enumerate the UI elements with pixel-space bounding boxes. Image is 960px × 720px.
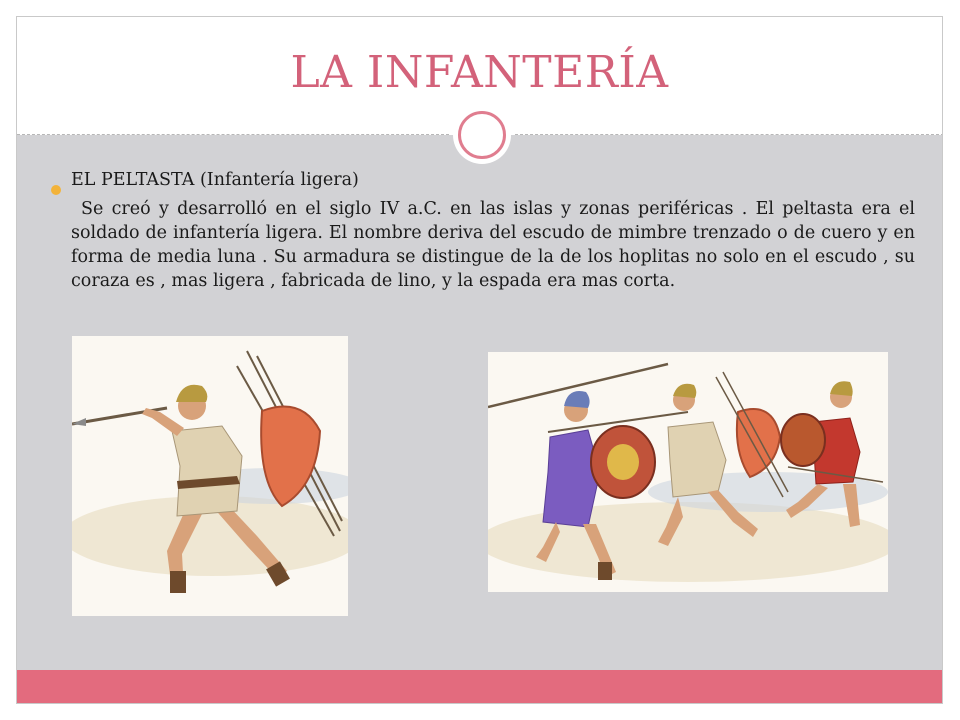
title-divider-left	[17, 134, 449, 135]
peltast-illustration	[72, 336, 348, 616]
soldiers-image	[488, 352, 888, 592]
divider-ring-icon	[458, 111, 506, 159]
peltast-image	[72, 336, 348, 616]
bullet-dot-icon	[51, 185, 61, 195]
slide-frame	[16, 16, 943, 704]
title-divider-right	[515, 134, 943, 135]
bullet-heading: EL PELTASTA (Infantería ligera)	[71, 170, 359, 190]
accent-footer-bar	[17, 670, 942, 703]
soldiers-illustration	[488, 352, 888, 592]
body-paragraph: Se creó y desarrolló en el siglo IV a.C. en las islas y zonas periféricas . El peltasta era el soldado de infantería ligera. El nombre deriva del escudo de mimbre trenzado o de cuero y en forma de media luna . Su armadura se distingue de la de los hoplitas no solo en el escudo , su coraza es , mas ligera , fabricada de lino, y la espada era mas corta.	[71, 199, 915, 291]
slide-title: LA INFANTERÍA	[290, 47, 669, 98]
